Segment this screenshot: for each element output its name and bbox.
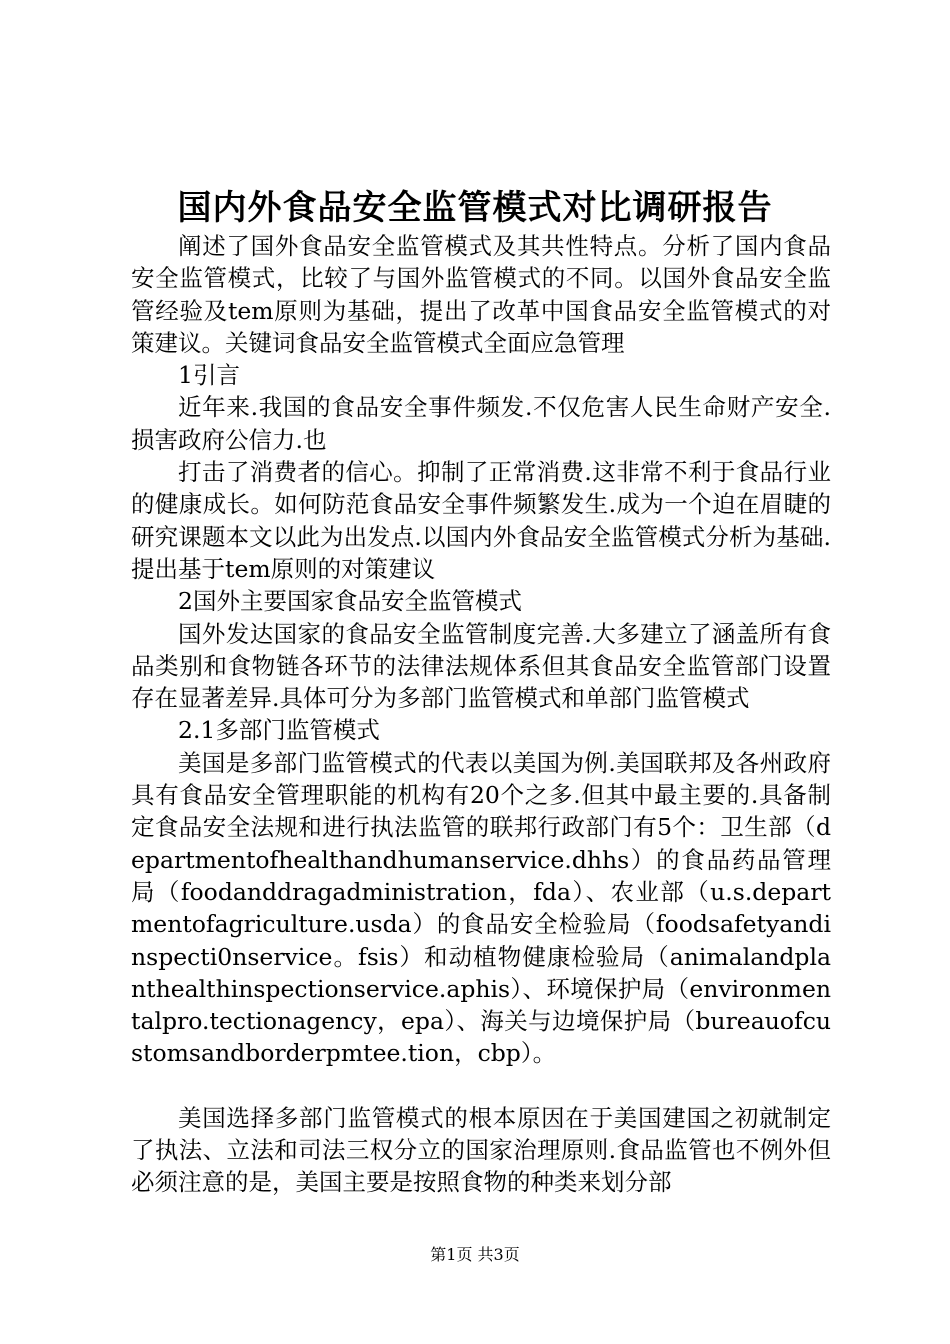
- section-heading-introduction: 1引言: [178, 361, 240, 390]
- body-paragraph: 近年来.我国的食品安全事件频发.不仅危害人民生命财产安全.损害政府公信力.也: [131, 393, 831, 454]
- subsection-heading-multi-department: 2.1多部门监管模式: [178, 716, 380, 745]
- abstract-paragraph: 阐述了国外食品安全监管模式及其共性特点。分析了国内食品安全监管模式，比较了与国外监管模式的不同。以国外食品安全监管经验及tem原则为基础，提出了改革中国食品安全监管模式的对策建议。关键词食品安全监管模式全面应急管理: [131, 232, 831, 357]
- page-footer: 第1页 共3页: [430, 1245, 520, 1264]
- body-paragraph: 打击了消费者的信心。抑制了正常消费.这非常不利于食品行业的健康成长。如何防范食品安全事件频繁发生.成为一个迫在眉睫的研究课题本文以此为出发点.以国内外食品安全监管模式分析为基础.提出基于tem原则的对策建议: [131, 458, 831, 583]
- section-heading-foreign-models: 2国外主要国家食品安全监管模式: [178, 587, 522, 616]
- body-paragraph: 美国是多部门监管模式的代表以美国为例.美国联邦及各州政府具有食品安全管理职能的机构有20个之多.但其中最主要的.具备制定食品安全法规和进行执法监管的联邦行政部门有5个：卫生部（departmentofhealthandhumanservice.dhhs）的食品药品管理局（foodanddragadministration，fda）、农业部（u.s.departmentofagriculture.usda）的食品安全检验局（foodsafetyandinspecti0nservice。fsis）和动植物健康检验局（animalandplanthealthinspectionservice.aphis）、环境保护局（environmentalpro.tectionagency，epa）、海关与边境保护局（bureauofcustomsandborderpmtee.tion，cbp）。: [131, 748, 831, 1068]
- document-title: 国内外食品安全监管模式对比调研报告: [177, 188, 773, 228]
- document-body: [131, 230, 831, 1199]
- body-paragraph: 美国选择多部门监管模式的根本原因在于美国建国之初就制定了执法、立法和司法三权分立的国家治理原则.食品监管也不例外但必须注意的是，美国主要是按照食物的种类来划分部: [131, 1103, 831, 1197]
- body-paragraph: 国外发达国家的食品安全监管制度完善.大多建立了涵盖所有食品类别和食物链各环节的法律法规体系但其食品安全监管部门设置存在显著差异.具体可分为多部门监管模式和单部门监管模式: [131, 619, 831, 713]
